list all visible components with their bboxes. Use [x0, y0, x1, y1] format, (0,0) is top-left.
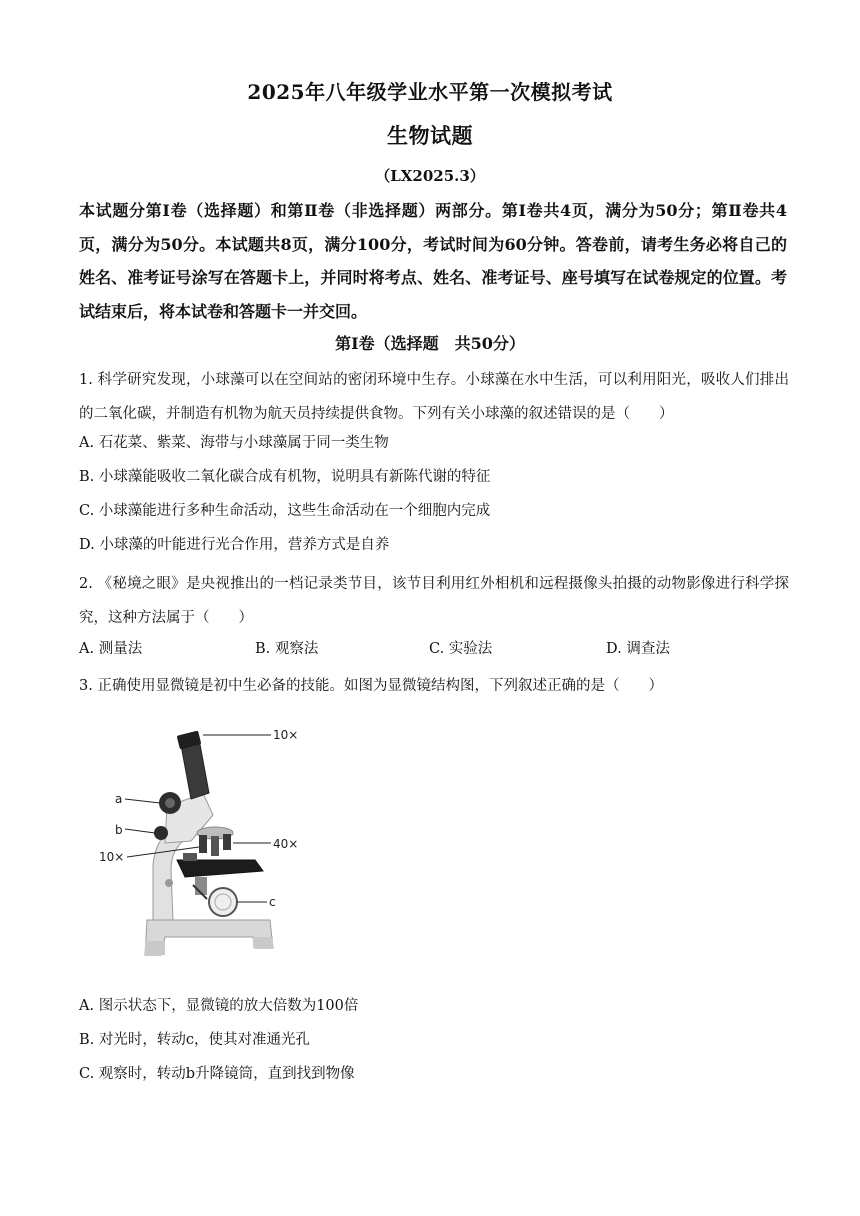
- exam-code: （LX2025.3）: [375, 167, 485, 185]
- question-2-option-c: C. 实验法: [429, 641, 493, 657]
- question-1-option-c: C. 小球藻能进行多种生命活动，这些生命活动在一个细胞内完成: [79, 503, 491, 519]
- exam-instructions: 本试题分第Ⅰ卷（选择题）和第Ⅱ卷（非选择题）两部分。第Ⅰ卷共4页，满分为50分；第Ⅱ卷共4页，满分为50分。本试题共8页，满分100分，考试时间为60分钟。答卷前，请考生务必将自己的姓名、准考证号涂写在答题卡上，并同时将考点、姓名、准考证号、座号填写在试卷规定的位置。考试结束后，将本试卷和答题卡一并交回。: [79, 201, 787, 321]
- question-2-stem: 2. 《秘境之眼》是央视推出的一档记录类节目，该节目利用红外相机和远程摄像头拍摄的动物影像进行科学探究，这种方法属于（ ）: [79, 576, 789, 626]
- question-2-option-d: D. 调查法: [606, 641, 670, 657]
- question-1-stem: 1. 科学研究发现，小球藻可以在空间站的密闭环境中生存。小球藻在水中生活，可以利用阳光，吸收人们排出的二氧化碳，并制造有机物为航天员持续提供食物。下列有关小球藻的叙述错误的是（ ）: [79, 372, 789, 422]
- label-b: b: [115, 823, 123, 837]
- question-2-option-b: B. 观察法: [255, 641, 319, 657]
- section-title: 第Ⅰ卷（选择题 共50分）: [335, 334, 525, 353]
- label-a: a: [115, 792, 123, 806]
- question-2-option-a: A. 测量法: [79, 641, 143, 657]
- question-1-option-a: A. 石花菜、紫菜、海带与小球藻属于同一类生物: [79, 435, 389, 451]
- label-c: c: [269, 895, 276, 909]
- question-1-option-d: D. 小球藻的叶能进行光合作用，营养方式是自养: [79, 537, 390, 553]
- label-objective-high: 40×: [273, 837, 299, 851]
- question-3-option-c: C. 观察时，转动b升降镜筒，直到找到物像: [79, 1066, 355, 1082]
- microscope-figure: [95, 715, 325, 970]
- label-eyepiece: 10×: [273, 728, 299, 742]
- question-3-option-b: B. 对光时，转动c，使其对准通光孔: [79, 1032, 310, 1048]
- question-1-option-b: B. 小球藻能吸收二氧化碳合成有机物，说明具有新陈代谢的特征: [79, 469, 491, 485]
- question-2-options: [79, 637, 799, 657]
- question-3-option-a: A. 图示状态下，显微镜的放大倍数为100倍: [79, 998, 359, 1014]
- question-3-stem: 3. 正确使用显微镜是初中生必备的技能。如图为显微镜结构图，下列叙述正确的是（ ）: [79, 678, 663, 694]
- exam-title: 2025年八年级学业水平第一次模拟考试: [247, 80, 613, 104]
- label-objective-low: 10×: [99, 850, 125, 864]
- exam-subject: 生物试题: [387, 123, 473, 148]
